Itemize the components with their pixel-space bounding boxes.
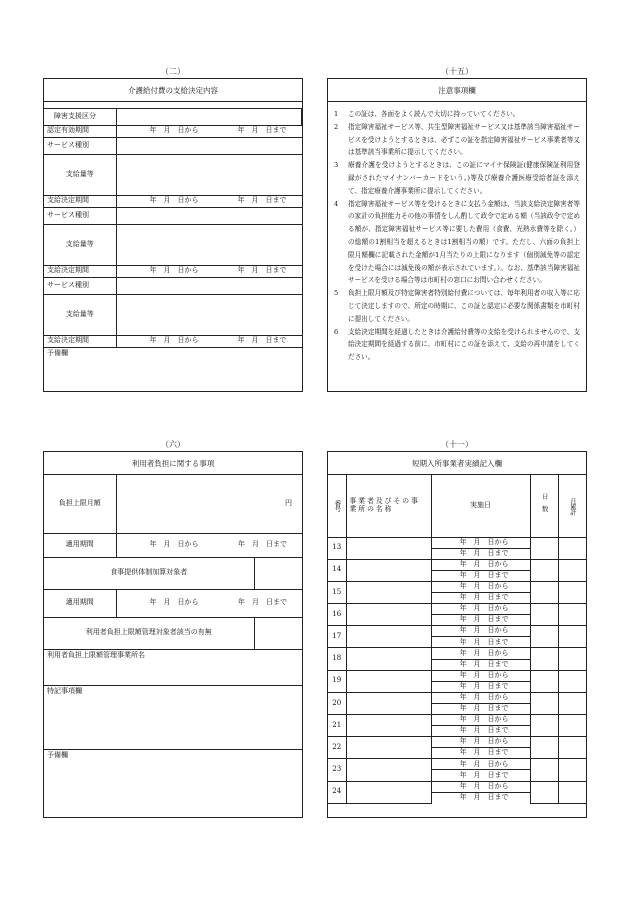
provider-field[interactable] [346, 759, 431, 781]
applicable-period-label: 適用期間 [44, 533, 116, 557]
days-field[interactable] [530, 670, 558, 692]
user-burden-table [44, 475, 302, 819]
monthly-total-field[interactable] [558, 759, 586, 781]
table-row [328, 559, 586, 570]
row-number: 23 [328, 759, 346, 781]
row-number: 16 [328, 604, 346, 626]
note-item: 1 この証は、各面をよく読んで大切に持っていてください。 [334, 110, 520, 118]
panel-title: 注意事項欄 [328, 79, 586, 102]
days-field[interactable] [530, 759, 558, 781]
date-to-field[interactable]: 年 月 日まで [431, 637, 530, 648]
table-row [328, 648, 586, 659]
benefit-decision-panel [43, 78, 303, 392]
monthly-total-field[interactable] [558, 559, 586, 581]
date-from-field[interactable]: 年 月 日から [431, 781, 530, 792]
remarks-label: 予備欄 [47, 750, 68, 759]
special-notes-label: 特記事項欄 [47, 686, 82, 695]
date-to-field[interactable]: 年 月 日まで [431, 548, 530, 559]
provider-field[interactable] [346, 604, 431, 626]
panel-title: 利用者負担に関する事項 [44, 452, 302, 475]
row-number: 22 [328, 737, 346, 759]
days-field[interactable] [530, 648, 558, 670]
date-from-field[interactable]: 年 月 日から [431, 626, 530, 637]
table-row [328, 781, 586, 792]
date-to-field[interactable]: 年 月 日まで [431, 792, 530, 803]
days-field[interactable] [530, 626, 558, 648]
days-field[interactable] [530, 604, 558, 626]
decision-period-label: 支給決定期間 [44, 195, 116, 207]
days-field[interactable] [530, 559, 558, 581]
date-to-field[interactable]: 年 月 日まで [431, 726, 530, 737]
table-row [328, 759, 586, 770]
monthly-total-field[interactable] [558, 626, 586, 648]
validity-period-field[interactable]: 年 月 日から 年 月 日まで [116, 125, 302, 137]
days-field[interactable] [530, 715, 558, 737]
monthly-total-field[interactable] [558, 604, 586, 626]
date-from-field[interactable]: 年 月 日から [431, 581, 530, 592]
cap-office-field[interactable] [44, 649, 302, 685]
days-field[interactable] [530, 692, 558, 714]
days-field[interactable] [530, 781, 558, 803]
date-from-field[interactable]: 年 月 日から [431, 559, 530, 570]
applicable-period-label: 適用期間 [44, 589, 116, 617]
monthly-cap-field[interactable] [116, 475, 302, 533]
date-to-field[interactable]: 年 月 日まで [431, 770, 530, 781]
col-total: 月累計 [558, 475, 586, 537]
table-row [328, 626, 586, 637]
date-to-field[interactable]: 年 月 日まで [431, 570, 530, 581]
short-stay-table [328, 475, 586, 804]
cap-management-label: 利用者負担上限額管理対象者該当の有無 [44, 617, 254, 649]
table-row [328, 604, 586, 615]
col-provider: 事業者及びその事業所の名称 [346, 475, 431, 537]
row-number: 24 [328, 781, 346, 803]
applicable-period-field[interactable]: 年 月 日から 年 月 日まで [116, 533, 302, 557]
col-days: 日数 [530, 475, 558, 537]
short-stay-panel [327, 451, 587, 818]
row-number: 20 [328, 692, 346, 714]
panel-title: 介護給付費の支給決定内容 [44, 79, 302, 102]
page-number-2: （二） [161, 67, 185, 76]
date-to-field[interactable]: 年 月 日まで [431, 615, 530, 626]
decision-period-field[interactable]: 年 月 日から 年 月 日まで [116, 195, 302, 207]
date-to-field[interactable]: 年 月 日まで [431, 703, 530, 714]
provider-field[interactable] [346, 537, 431, 559]
monthly-total-field[interactable] [558, 648, 586, 670]
remarks-label: 予備欄 [47, 348, 68, 357]
date-to-field[interactable]: 年 月 日まで [431, 681, 530, 692]
service-type-label: サービス種別 [44, 207, 116, 224]
days-field[interactable] [530, 581, 558, 603]
amount-label: 支給量等 [44, 154, 116, 195]
note-item: 2 指定障害福祉サービス等、共生型障害福祉サービス又は基準該当障害福祉サービスを受けようとするときは、必ずこの証を指定障害福祉サービス事業者等又は基準該当事業所に提示してください。 [334, 122, 580, 157]
decision-period-label: 支給決定期間 [44, 335, 116, 347]
days-field[interactable] [530, 537, 558, 559]
monthly-total-field[interactable] [558, 581, 586, 603]
service-type-field[interactable] [116, 207, 302, 224]
remarks-field[interactable] [44, 347, 302, 387]
yen-unit: 円 [285, 498, 292, 507]
note-item: 4 指定障害福祉サービス等を受けるときに支払う金額は、当該支給決定障害者等の家計の負担能力その他の事情をしん酌して政令で定める額（当該政令で定める額が、指定障害福祉サービス等に要した費用（食費、光熱水費等を除く。）の総額の1割相当を超えるときは1割相当の額）です。ただし、六面の負担上限月額欄に記載された金額が1月当たりの上限になります（個別減免等の認定を受けた場合には減免後の額が表示されています。）。なお、基準該当障害福祉サービスを受ける場合等は市町村の窓口にお問い合わせください。 [334, 199, 580, 285]
amount-field[interactable] [116, 224, 302, 265]
amount-field[interactable] [116, 154, 302, 195]
date-from-field[interactable]: 年 月 日から [431, 670, 530, 681]
service-type-label: サービス種別 [44, 137, 116, 154]
provider-field[interactable] [346, 648, 431, 670]
page-number-15: （十五） [441, 67, 473, 76]
row-number: 15 [328, 581, 346, 603]
service-type-field[interactable] [116, 137, 302, 154]
meal-provision-field[interactable] [254, 557, 302, 589]
monthly-total-field[interactable] [558, 670, 586, 692]
validity-period-label: 認定有効期間 [44, 125, 116, 137]
date-to-field[interactable]: 年 月 日まで [431, 659, 530, 670]
provider-field[interactable] [346, 737, 431, 759]
monthly-total-field[interactable] [558, 737, 586, 759]
table-row [328, 670, 586, 681]
table-row [328, 537, 586, 548]
notes-panel [327, 78, 587, 392]
provider-field[interactable] [346, 626, 431, 648]
page-number-11: （十一） [441, 440, 473, 449]
decision-period-label: 支給決定期間 [44, 265, 116, 277]
col-number: 番号 [328, 475, 346, 537]
row-number: 21 [328, 715, 346, 737]
remarks-field[interactable] [44, 749, 302, 819]
date-to-field[interactable]: 年 月 日まで [431, 748, 530, 759]
provider-field[interactable] [346, 715, 431, 737]
days-field[interactable] [530, 737, 558, 759]
disability-class-label: 障害支援区分 [44, 108, 116, 125]
special-notes-field[interactable] [44, 685, 302, 749]
provider-field[interactable] [346, 581, 431, 603]
cap-office-label: 利用者負担上限額管理事業所名 [47, 650, 145, 659]
benefit-decision-table [44, 102, 302, 387]
provider-field[interactable] [346, 781, 431, 803]
user-burden-panel [43, 451, 303, 818]
provider-field[interactable] [346, 692, 431, 714]
note-item: 6 支給決定期間を経過したときは介護給付費等の支給を受けられませんので、支給決定期間を経過する前に、市町村にこの証を添えて、支給の再申請をしてください。 [334, 327, 580, 362]
date-from-field[interactable]: 年 月 日から [431, 759, 530, 770]
row-number: 17 [328, 626, 346, 648]
monthly-total-field[interactable] [558, 781, 586, 803]
applicable-period-field[interactable]: 年 月 日から 年 月 日まで [116, 589, 302, 617]
col-date: 実施日 [431, 475, 530, 537]
page-number-6: （六） [161, 440, 185, 449]
row-number: 19 [328, 670, 346, 692]
cap-management-field[interactable] [254, 617, 302, 649]
decision-period-field[interactable]: 年 月 日から 年 月 日まで [116, 335, 302, 347]
table-row [328, 581, 586, 592]
date-from-field[interactable]: 年 月 日から [431, 737, 530, 748]
note-item: 3 療養介護を受けようとするときは、この証にマイナ保険証(健康保険証利用登録がされたマイナンバーカードをいう。)等及び療養介護医療受給者証を添えて、指定療養介護事業所に提示してください。 [334, 161, 580, 195]
amount-field[interactable] [116, 294, 302, 335]
amount-label: 支給量等 [44, 224, 116, 265]
panel-title: 短期入所事業者実績記入欄 [328, 452, 586, 475]
provider-field[interactable] [346, 559, 431, 581]
row-number: 13 [328, 537, 346, 559]
monthly-total-field[interactable] [558, 692, 586, 714]
table-row [328, 737, 586, 748]
provider-field[interactable] [346, 670, 431, 692]
date-from-field[interactable]: 年 月 日から [431, 692, 530, 703]
date-from-field[interactable]: 年 月 日から [431, 537, 530, 548]
monthly-cap-label: 負担上限月額 [44, 475, 116, 533]
monthly-total-field[interactable] [558, 715, 586, 737]
row-number: 18 [328, 648, 346, 670]
date-from-field[interactable]: 年 月 日から [431, 648, 530, 659]
service-type-label: サービス種別 [44, 277, 116, 294]
date-from-field[interactable]: 年 月 日から [431, 715, 530, 726]
service-type-field[interactable] [116, 277, 302, 294]
note-item: 5 負担上限月額及び特定障害者特別給付費については、毎年利用者の収入等に応じて決定しますので、所定の時期に、この証と認定に必要な関係書類を市町村に提出してください。 [334, 289, 580, 323]
decision-period-field[interactable]: 年 月 日から 年 月 日まで [116, 265, 302, 277]
date-to-field[interactable]: 年 月 日まで [431, 592, 530, 603]
table-row [328, 715, 586, 726]
date-from-field[interactable]: 年 月 日から [431, 604, 530, 615]
table-row [328, 692, 586, 703]
row-number: 14 [328, 559, 346, 581]
disability-class-field[interactable] [116, 108, 302, 125]
meal-provision-label: 食事提供体制加算対象者 [44, 557, 254, 589]
notes-list [328, 102, 586, 364]
monthly-total-field[interactable] [558, 537, 586, 559]
amount-label: 支給量等 [44, 294, 116, 335]
